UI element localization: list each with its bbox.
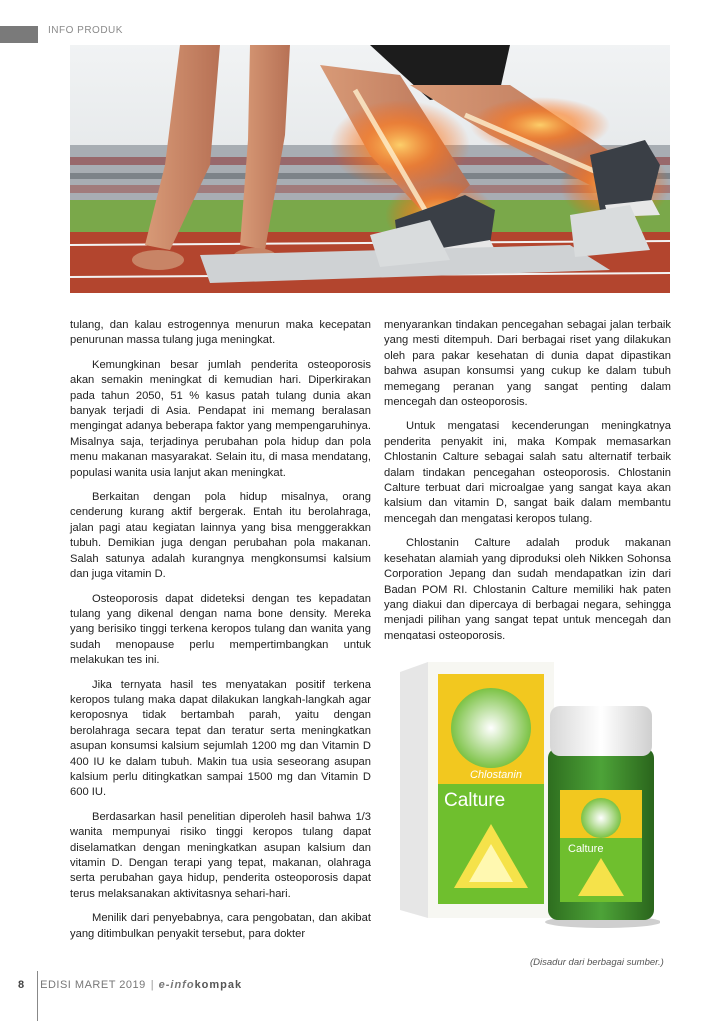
paragraph: tulang, dan kalau estrogennya menurun maka kecepatan penurunan massa tulang juga meningkat. xyxy=(70,319,371,347)
product-image xyxy=(398,660,660,930)
section-label: INFO PRODUK xyxy=(48,25,123,36)
article-column-left xyxy=(70,318,371,951)
paragraph: Jika ternyata hasil tes menyatakan positif terkena keropos tulang maka dapat dilakukan langkah-langkah agar keroposnya tidak bertambah parah, yaitu dengan berolahraga secara tepat dan teratur serta meningkatkan asupan konsumsi kalsium sejumlah 1200 mg dan Vitamin D 400 IU ke dalam tubuh. Makin tua usia seseorang asupan kalsium perlu ditingkatkan sampai 1500 mg dan Vitamin D 600 IU. xyxy=(70,678,371,799)
footer-separator: | xyxy=(150,979,154,991)
section-marker-bar xyxy=(0,26,38,43)
box-name-text: Calture xyxy=(444,790,506,811)
paragraph: Untuk mengatasi kecenderungan meningkatnya penderita penyakit ini, maka Kompak memasarkan Chlostanin Calture sebagai salah satu alternatif terbaik dalam tindakan pencegahan osteoporosis. Chlostanin Calture terbuat dari microalgae yang sangat kaya akan kalsium dan vitamin D, sangat baik dalam membantu mencegah dan mengatasi keropos tulang. xyxy=(384,420,671,525)
box-brand-text: Chlostanin xyxy=(470,769,522,781)
article-column-right xyxy=(384,318,671,640)
paragraph: Chlostanin Calture adalah produk makanan kesehatan alamiah yang diproduksi oleh Nikken Sohonsa Corporation Jepang dan sudah mendapatkan izin dari Badan POM RI. Chlostanin Calture memiliki hak paten yang diakui dan dipercaya di berbagai negara, sehingga menjadi pilihan yang sangat tepat untuk mencegah dan mengatasi osteoporosis. xyxy=(384,537,671,640)
paragraph: Berkaitan dengan pola hidup misalnya, orang cenderung kurang aktif bergerak. Entah itu berolahraga, jalan pagi atau kegiatan lainnya yang bisa menggerakkan tubuh. Demikian juga dengan perubahan pola makanan. Salah satunya adalah kurangnya mengkonsumsi kalsium dan juga vitamin D. xyxy=(70,491,371,581)
page-number: 8 xyxy=(18,979,25,991)
footer-divider xyxy=(37,971,38,1021)
paragraph: Berdasarkan hasil penelitian diperoleh hasil bahwa 1/3 wanita mempunyai risiko tinggi keropos tulang dapat diselamatkan dengan meningkatkan asupan kalsium dan vitamin D. Dengan terapi yang tepat, makanan, olahraga serta perubahan gaya hidup, penderita osteoporosis dapat terus melaksanakan aktivitasnya sehari-hari. xyxy=(70,810,371,900)
paragraph: Osteoporosis dapat dideteksi dengan tes kepadatan tulang yang dikenal dengan nama bone density. Mereka yang berisiko tinggi terkena keropos tulang dan wanita yang sudah menopause perlu mempertimbangkan untuk melakukan tes ini. xyxy=(70,592,371,667)
edition-label: EDISI MARET 2019 xyxy=(40,979,146,991)
hero-image xyxy=(70,45,670,293)
brand-name: kompak xyxy=(194,979,243,991)
paragraph: Menilik dari penyebabnya, cara pengobatan, dan akibat yang ditimbulkan penyakit tersebut, para dokter xyxy=(70,912,371,940)
paragraph: menyarankan tindakan pencegahan sebagai jalan terbaik yang mesti ditempuh. Dari berbagai riset yang dilakukan oleh para pakar kesehatan di dunia dapat dipastikan bahwa asupan konsumsi yang cukup ke dalam tubuh memegang peranan yang sangat penting dalam mencegah dan osteoporosis. xyxy=(384,319,671,409)
jar-name-text: Calture xyxy=(568,843,604,855)
image-caption: (Disadur dari berbagai sumber.) xyxy=(530,957,664,968)
paragraph: Kemungkinan besar jumlah penderita osteoporosis akan semakin meningkat di kemudian hari. Diperkirakan pada tahun 2050, 51 % kasus patah tulang dunia akan banyak terjadi di Asia. Pendapat ini memang beralasan mengingat adanya beberapa faktor yang mempengaruhinya. Misalnya saja, terjadinya perubahan pola hidup dan pola menu makanan masyarakat. Selain itu, di masa mendatang, populasi wanita usia lanjut akan meningkat. xyxy=(70,358,371,479)
page-footer xyxy=(18,979,242,991)
brand-prefix: e-info xyxy=(158,979,195,991)
